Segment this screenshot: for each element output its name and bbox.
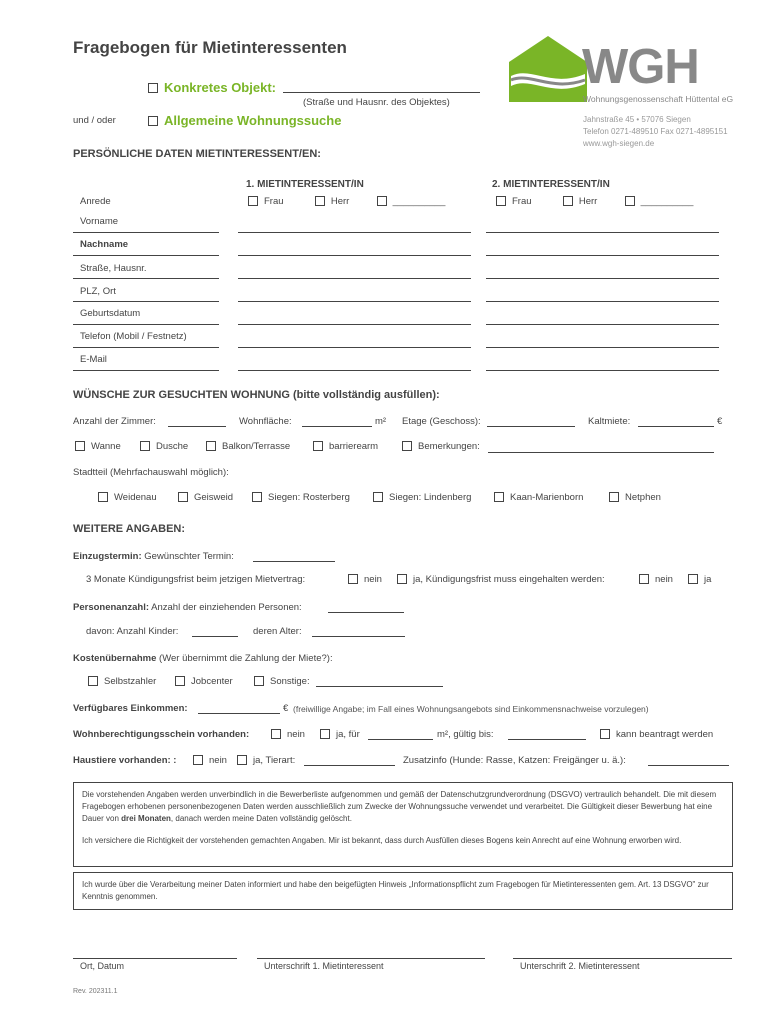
notice-must-yes-checkbox[interactable] xyxy=(688,574,698,584)
frau-checkbox-2[interactable] xyxy=(496,196,506,206)
wbs-unit: m², gültig bis: xyxy=(437,729,494,740)
other-blank-1[interactable]: __________ xyxy=(392,196,446,207)
kaan-checkbox[interactable] xyxy=(494,492,504,502)
frau-label-1: Frau xyxy=(264,196,284,207)
feature-remarks xyxy=(402,441,480,452)
place-date-label: Ort, Datum xyxy=(80,961,125,971)
floor-label: Etage (Geschoss): xyxy=(402,416,481,427)
area-label: Wohnfläche: xyxy=(239,416,292,427)
lindenberg-label: Siegen: Lindenberg xyxy=(389,492,472,503)
personal-heading: PERSÖNLICHE DATEN MIETINTERESSENT/EN: xyxy=(73,148,321,160)
field-label-street: Straße, Hausnr. xyxy=(80,263,147,274)
plz-input-2[interactable] xyxy=(486,301,719,302)
notice-yes-checkbox[interactable] xyxy=(397,574,407,584)
privacy-notice-box xyxy=(73,782,733,867)
label-line xyxy=(73,370,219,371)
page-title: Fragebogen für Mietinteressenten xyxy=(73,38,347,57)
address-street: Jahnstraße 45 • 57076 Siegen xyxy=(583,115,691,124)
other-cost-checkbox[interactable] xyxy=(254,676,264,686)
income-unit: € xyxy=(283,703,289,714)
income-label-wrap xyxy=(73,703,188,714)
weidenau-checkbox[interactable] xyxy=(98,492,108,502)
move-in-text: Gewünschter Termin: xyxy=(144,551,234,562)
notice-must-yes-label: ja xyxy=(704,574,712,585)
rooms-label: Anzahl der Zimmer: xyxy=(73,416,156,427)
district-geisweid xyxy=(178,492,233,503)
remarks-checkbox[interactable] xyxy=(402,441,412,451)
other-cost-input[interactable] xyxy=(316,686,443,687)
pets-yes xyxy=(237,755,295,766)
rosterberg-checkbox[interactable] xyxy=(252,492,262,502)
remarks-input[interactable] xyxy=(488,452,714,453)
salutation-col2 xyxy=(496,196,693,207)
cost-self xyxy=(88,676,156,687)
jobcenter-checkbox[interactable] xyxy=(175,676,185,686)
wanne-checkbox[interactable] xyxy=(75,441,85,451)
field-label-vorname: Vorname xyxy=(80,216,119,227)
persons-label: Personenanzahl: xyxy=(73,602,150,613)
specific-object-hint: (Straße und Hausnr. des Objektes) xyxy=(303,97,450,108)
and-or-label: und / oder xyxy=(73,115,116,126)
vorname-input-2[interactable] xyxy=(486,232,719,233)
jobcenter-label: Jobcenter xyxy=(191,676,233,687)
move-in-row xyxy=(73,551,234,562)
wbs-apply-checkbox[interactable] xyxy=(600,729,610,739)
pets-type-input[interactable] xyxy=(304,765,395,766)
consent-text: Ich wurde über die Verarbeitung meiner Daten informiert und habe den beigefügten Hinweis „Informationspflicht zum Fragebogen für Mietinteressenten gem. Art. 13 DSGVO" zur Kenntnis genommen. xyxy=(82,880,709,901)
herr-label-2: Herr xyxy=(578,196,598,207)
phone-input-2[interactable] xyxy=(486,347,719,348)
wbs-label-wrap xyxy=(73,729,249,740)
signature-2-line[interactable] xyxy=(513,958,732,959)
wishes-heading: WÜNSCHE ZUR GESUCHTEN WOHNUNG (bitte vollständig ausfüllen): xyxy=(73,389,440,401)
cost-other xyxy=(254,676,310,687)
notice-must-no xyxy=(639,574,673,585)
privacy-paragraph xyxy=(82,789,724,825)
feature-dusche xyxy=(140,441,188,452)
plz-input-1[interactable] xyxy=(238,301,471,302)
address-block xyxy=(583,114,728,150)
col1-heading: 1. MIETINTERESSENT/IN xyxy=(246,179,364,190)
district-rosterberg xyxy=(252,492,350,503)
rosterberg-label: Siegen: Rosterberg xyxy=(268,492,350,503)
logo-subtitle: Wohnungsgenossenschaft Hüttental eG xyxy=(583,94,734,104)
birthdate-input-2[interactable] xyxy=(486,324,719,325)
persons-row xyxy=(73,602,302,613)
col2-heading: 2. MIETINTERESSENT/IN xyxy=(492,179,610,190)
district-netphen xyxy=(609,492,661,503)
persons-text: Anzahl der einziehenden Personen: xyxy=(151,602,302,613)
weidenau-label: Weidenau xyxy=(114,492,157,503)
notice-must-no-label: nein xyxy=(655,574,673,585)
herr-label-1: Herr xyxy=(330,196,350,207)
street-input-2[interactable] xyxy=(486,278,719,279)
field-label-email: E-Mail xyxy=(80,354,107,365)
logo-text: WGH xyxy=(582,40,699,94)
feature-wanne xyxy=(75,441,121,452)
label-line xyxy=(73,278,219,279)
notice-must-no-checkbox[interactable] xyxy=(639,574,649,584)
wbs-no xyxy=(271,729,305,740)
income-input[interactable] xyxy=(198,713,280,714)
netphen-label: Netphen xyxy=(625,492,661,503)
specific-object-label: Konkretes Objekt: xyxy=(164,80,276,95)
wbs-no-label: nein xyxy=(287,729,305,740)
rent-input[interactable] xyxy=(638,426,714,427)
wbs-label: Wohnberechtigungsschein vorhanden: xyxy=(73,729,250,740)
herr-checkbox-2[interactable] xyxy=(563,196,573,206)
wbs-size-input[interactable] xyxy=(368,739,433,740)
pets-info-label: Zusatzinfo (Hunde: Rasse, Katzen: Freigänger u. ä.): xyxy=(403,755,626,766)
notice-must-yes xyxy=(688,574,711,585)
ages-input[interactable] xyxy=(312,636,405,637)
move-in-input[interactable] xyxy=(253,561,335,562)
costs-label: Kostenübernahme xyxy=(73,653,157,664)
district-label: Stadtteil (Mehrfachauswahl möglich): xyxy=(73,467,229,478)
district-lindenberg xyxy=(373,492,471,503)
label-line xyxy=(73,301,219,302)
general-search-row xyxy=(148,112,341,130)
email-input-2[interactable] xyxy=(486,370,719,371)
notice-no-label: nein xyxy=(364,574,382,585)
wbs-valid-input[interactable] xyxy=(508,739,586,740)
label-line xyxy=(73,324,219,325)
wbs-yes xyxy=(320,729,360,740)
children-label: davon: Anzahl Kinder: xyxy=(86,626,179,637)
general-search-label: Allgemeine Wohnungssuche xyxy=(164,113,342,128)
rent-unit: € xyxy=(717,416,723,427)
persons-input[interactable] xyxy=(328,612,404,613)
dusche-label: Dusche xyxy=(156,441,189,452)
notice-no xyxy=(348,574,382,585)
frau-checkbox-1[interactable] xyxy=(248,196,258,206)
district-kaan xyxy=(494,492,583,503)
nachname-input-2[interactable] xyxy=(486,255,719,256)
other-checkbox-2[interactable] xyxy=(625,196,635,206)
notice-no-checkbox[interactable] xyxy=(348,574,358,584)
other-cost-label: Sonstige: xyxy=(270,676,310,687)
phone-input-1[interactable] xyxy=(238,347,471,348)
address-web: www.wgh-siegen.de xyxy=(583,139,655,148)
feature-barrierearm xyxy=(313,441,378,452)
area-input[interactable] xyxy=(302,426,372,427)
field-label-nachname: Nachname xyxy=(80,239,129,250)
field-label-birthdate: Geburtsdatum xyxy=(80,308,141,319)
assurance-paragraph: Ich versichere die Richtigkeit der vorstehenden gemachten Angaben. Mir ist bekannt, dass durch Ausfüllen dieses Bogens kein Anrecht auf eine Wohnung erworben wird. xyxy=(82,836,682,845)
privacy-text-a: Die vorstehenden Angaben werden unverbindlich in die Bewerberliste aufgenommen und gemäß der Datenschutzgrundverordnung (DSGVO) vertraulich behandelt. Die mit diesem Fragebogen erhobenen personenbezogenen Daten werden ausschließlich zum Zwecke der Wohnungssuche verwendet und verarbeitet. Die Gültigkeit dieser Bewerbung hat eine Dauer von xyxy=(82,790,717,823)
salutation-col1 xyxy=(248,196,445,207)
wbs-apply xyxy=(600,729,713,740)
specific-object-line[interactable] xyxy=(283,92,480,93)
label-line xyxy=(73,347,219,348)
move-in-label: Einzugstermin: xyxy=(73,551,142,562)
barrierearm-label: barrierearm xyxy=(329,441,379,452)
wbs-yes-checkbox[interactable] xyxy=(320,729,330,739)
geisweid-checkbox[interactable] xyxy=(178,492,188,502)
specific-object-row xyxy=(148,79,276,97)
self-payer-label: Selbstzahler xyxy=(104,676,157,687)
netphen-checkbox[interactable] xyxy=(609,492,619,502)
signature-1-label: Unterschrift 1. Mietinteressent xyxy=(264,961,384,971)
barrierearm-checkbox[interactable] xyxy=(313,441,323,451)
income-note: (freiwillige Angabe; im Fall eines Wohnungsangebots sind Einkommensnachweise vorzulegen) xyxy=(293,704,649,714)
further-heading: WEITERE ANGABEN: xyxy=(73,523,186,535)
general-search-checkbox[interactable] xyxy=(148,116,158,126)
vorname-input-1[interactable] xyxy=(238,232,471,233)
notice-yes-label: ja, Kündigungsfrist muss eingehalten werden: xyxy=(413,574,605,585)
email-input-1[interactable] xyxy=(238,370,471,371)
revision-label: Rev. 202311.1 xyxy=(73,988,118,995)
field-label-phone: Telefon (Mobil / Festnetz) xyxy=(80,331,187,342)
area-unit: m² xyxy=(375,416,387,427)
pets-no-checkbox[interactable] xyxy=(193,755,203,765)
kaan-label: Kaan-Marienborn xyxy=(510,492,584,503)
frau-label-2: Frau xyxy=(512,196,532,207)
costs-row xyxy=(73,653,333,664)
place-date-line[interactable] xyxy=(73,958,237,959)
costs-text: (Wer übernimmt die Zahlung der Miete?): xyxy=(159,653,333,664)
district-weidenau xyxy=(98,492,157,503)
wanne-label: Wanne xyxy=(91,441,121,452)
ages-label: deren Alter: xyxy=(253,626,302,637)
wbs-apply-label: kann beantragt werden xyxy=(616,729,714,740)
other-checkbox-1[interactable] xyxy=(377,196,387,206)
signature-2-label: Unterschrift 2. Mietinteressent xyxy=(520,961,640,971)
geisweid-label: Geisweid xyxy=(194,492,234,503)
salutation-label: Anrede xyxy=(80,196,111,207)
privacy-text-c: , danach werden meine Daten vollständig gelöscht. xyxy=(170,814,352,823)
pets-label-wrap xyxy=(73,755,176,766)
pets-yes-label: ja, Tierart: xyxy=(253,755,296,766)
pets-label: Haustiere vorhanden: : xyxy=(73,755,177,766)
herr-checkbox-1[interactable] xyxy=(315,196,325,206)
children-input[interactable] xyxy=(192,636,238,637)
rent-label: Kaltmiete: xyxy=(588,416,631,427)
notice-yes xyxy=(397,574,605,585)
wbs-yes-label: ja, für xyxy=(336,729,360,740)
specific-object-checkbox[interactable] xyxy=(148,83,158,93)
pets-no-label: nein xyxy=(209,755,227,766)
income-label: Verfügbares Einkommen: xyxy=(73,703,188,714)
privacy-duration: drei Monaten xyxy=(121,814,171,823)
feature-balkon xyxy=(206,441,290,452)
cost-jobcenter xyxy=(175,676,233,687)
wbs-no-checkbox[interactable] xyxy=(271,729,281,739)
dusche-checkbox[interactable] xyxy=(140,441,150,451)
remarks-label: Bemerkungen: xyxy=(418,441,480,452)
label-line xyxy=(73,255,219,256)
signature-1-line[interactable] xyxy=(257,958,485,959)
field-label-plz: PLZ, Ort xyxy=(80,286,116,297)
address-phone: Telefon 0271-489510 Fax 0271-4895151 xyxy=(583,127,728,136)
balkon-checkbox[interactable] xyxy=(206,441,216,451)
self-payer-checkbox[interactable] xyxy=(88,676,98,686)
pets-yes-checkbox[interactable] xyxy=(237,755,247,765)
consent-box xyxy=(73,872,733,910)
wgh-logo-icon xyxy=(509,36,587,102)
nachname-input-1[interactable] xyxy=(238,255,471,256)
floor-input[interactable] xyxy=(487,426,575,427)
other-blank-2[interactable]: __________ xyxy=(640,196,694,207)
pets-no xyxy=(193,755,227,766)
pets-info-input[interactable] xyxy=(648,765,729,766)
birthdate-input-1[interactable] xyxy=(238,324,471,325)
notice-text: 3 Monate Kündigungsfrist beim jetzigen Mietvertrag: xyxy=(86,574,306,585)
lindenberg-checkbox[interactable] xyxy=(373,492,383,502)
street-input-1[interactable] xyxy=(238,278,471,279)
balkon-label: Balkon/Terrasse xyxy=(222,441,291,452)
label-line xyxy=(73,232,219,233)
rooms-input[interactable] xyxy=(168,426,226,427)
